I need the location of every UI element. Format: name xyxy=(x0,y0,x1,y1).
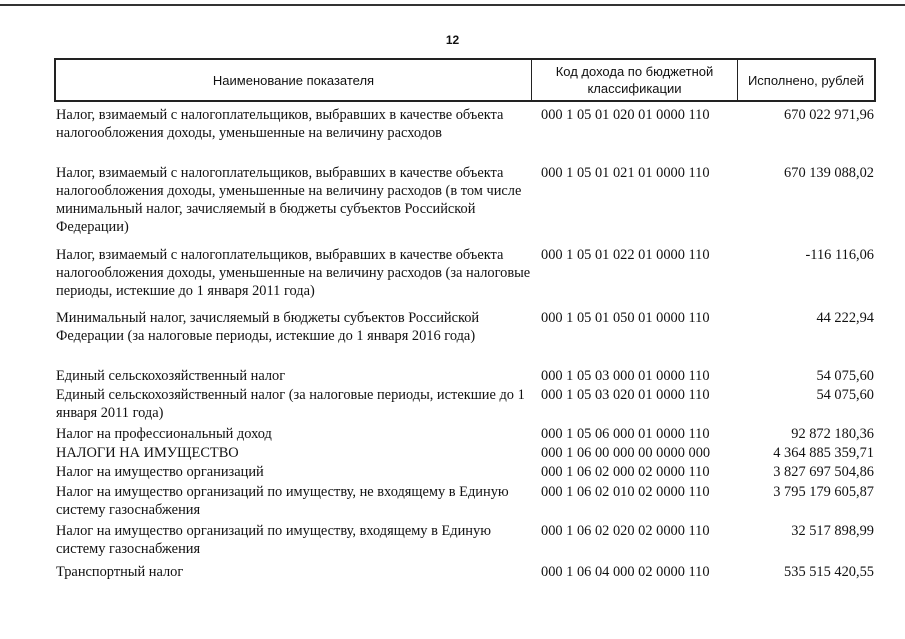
row-executed: 535 515 420,55 xyxy=(784,564,874,580)
page-number: 12 xyxy=(445,33,460,47)
row-name: Транспортный налог xyxy=(56,564,184,580)
row-code: 000 1 06 00 000 00 0000 000 xyxy=(541,445,711,461)
row-executed: 3 827 697 504,86 xyxy=(773,464,874,480)
row-code: 000 1 05 01 022 01 0000 110 xyxy=(541,247,710,263)
row-code: 000 1 05 01 050 01 0000 110 xyxy=(541,310,710,326)
table-row xyxy=(56,367,876,385)
row-executed: 32 517 898,99 xyxy=(791,523,874,539)
table-row xyxy=(56,309,876,345)
table-row xyxy=(56,463,876,481)
row-name: Налог на имущество организаций по имуществу, входящему в Единую систему газоснабжения xyxy=(56,523,491,557)
row-code: 000 1 06 04 000 02 0000 110 xyxy=(541,564,710,580)
row-name: Налог, взимаемый с налогоплательщиков, выбравших в качестве объекта налогообложения доходы, уменьшенные на величину расходов xyxy=(56,107,504,141)
table-row xyxy=(56,246,876,300)
row-code: 000 1 06 02 000 02 0000 110 xyxy=(541,464,710,480)
row-executed: 54 075,60 xyxy=(816,387,874,403)
row-executed: 54 075,60 xyxy=(816,368,874,384)
table-row xyxy=(56,483,876,519)
table-row xyxy=(56,563,876,581)
row-name: НАЛОГИ НА ИМУЩЕСТВО xyxy=(56,445,239,461)
top-rule xyxy=(0,4,905,6)
header-executed: Исполнено, рублей xyxy=(747,72,865,88)
row-name: Налог на имущество организаций по имуществу, не входящему в Единую систему газоснабжения xyxy=(56,484,509,518)
table-row xyxy=(56,522,876,558)
row-executed: 670 022 971,96 xyxy=(784,107,874,123)
row-name: Единый сельскохозяйственный налог xyxy=(56,368,286,384)
row-name: Налог на профессиональный доход xyxy=(56,426,272,442)
row-code: 000 1 05 06 000 01 0000 110 xyxy=(541,426,710,442)
row-code: 000 1 06 02 010 02 0000 110 xyxy=(541,484,710,500)
row-executed: 92 872 180,36 xyxy=(791,426,874,442)
row-code: 000 1 05 01 020 01 0000 110 xyxy=(541,107,710,123)
row-executed: 4 364 885 359,71 xyxy=(773,445,874,461)
table-row xyxy=(56,425,876,443)
header-code: Код дохода по бюджетной классификации xyxy=(532,60,738,100)
table-row xyxy=(56,164,876,236)
table-row xyxy=(56,444,876,462)
row-executed: 44 222,94 xyxy=(816,310,874,326)
row-name: Минимальный налог, зачисляемый в бюджеты субъектов Российской Федерации (за налоговые периоды, истекшие до 1 января 2016 года) xyxy=(56,310,480,344)
row-executed: 670 139 088,02 xyxy=(784,165,874,181)
row-code: 000 1 05 01 021 01 0000 110 xyxy=(541,165,710,181)
row-name: Налог, взимаемый с налогоплательщиков, выбравших в качестве объекта налогообложения доходы, уменьшенные на величину расходов (за налоговые периоды, истекшие до 1 января 2011 года) xyxy=(56,247,531,299)
row-executed: 3 795 179 605,87 xyxy=(773,484,874,500)
table-row xyxy=(56,386,876,422)
table-row xyxy=(56,106,876,142)
row-name: Единый сельскохозяйственный налог (за налоговые периоды, истекшие до 1 января 2011 года) xyxy=(56,387,525,421)
table-header xyxy=(54,58,876,102)
row-code: 000 1 05 03 000 01 0000 110 xyxy=(541,368,710,384)
row-name: Налог, взимаемый с налогоплательщиков, выбравших в качестве объекта налогообложения доходы, уменьшенные на величину расходов (в том числе минимальный налог, зачисляемый в бюджеты субъектов Российской Федерации) xyxy=(56,165,522,235)
row-code: 000 1 05 03 020 01 0000 110 xyxy=(541,387,710,403)
row-code: 000 1 06 02 020 02 0000 110 xyxy=(541,523,710,539)
header-name: Наименование показателя xyxy=(56,60,532,100)
row-executed: -116 116,06 xyxy=(805,247,874,263)
row-name: Налог на имущество организаций xyxy=(56,464,264,480)
